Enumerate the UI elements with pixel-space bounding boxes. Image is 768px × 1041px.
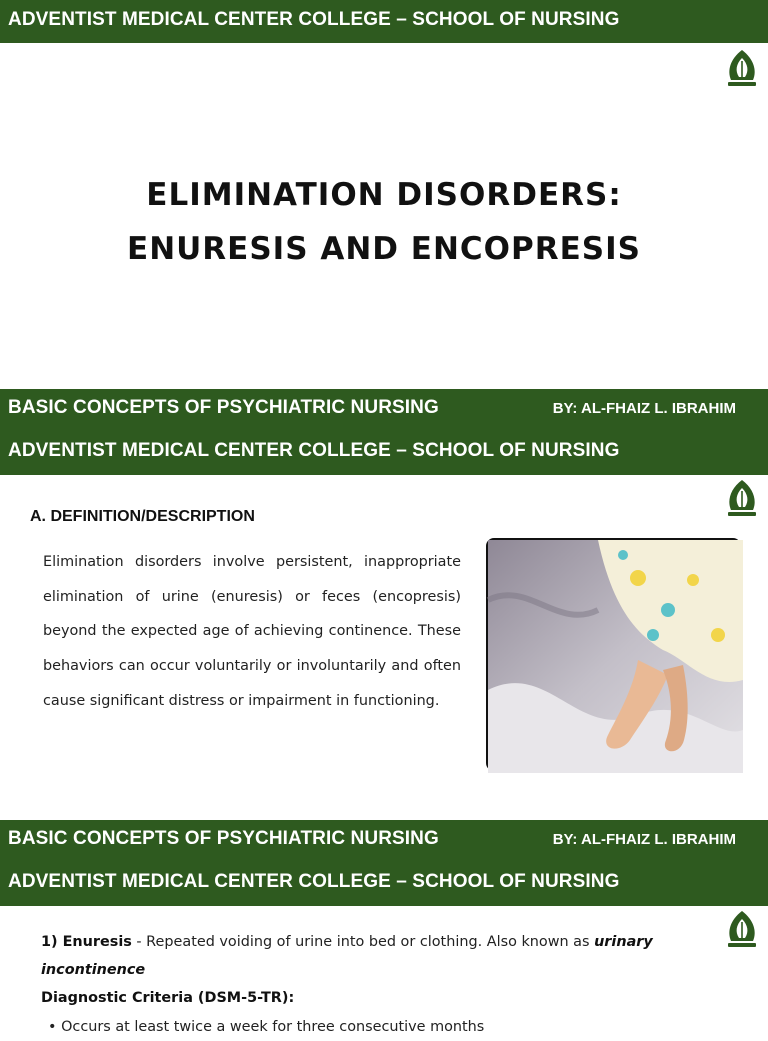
school-name: ADVENTIST MEDICAL CENTER COLLEGE – SCHOOL OF NURSING (8, 440, 620, 461)
leaf-logo-icon (726, 479, 758, 517)
title-line-1: ELIMINATION DISORDERS: (146, 177, 622, 213)
criteria-bullet-text: Occurs at least twice a week for three consecutive months (61, 1019, 485, 1035)
author-name: BY: AL-FHAIZ L. IBRAHIM (552, 831, 736, 848)
enuresis-definition (41, 928, 691, 984)
bedsheet-illustration (488, 540, 743, 773)
header-band (0, 0, 768, 43)
child-feet-photo (486, 538, 741, 771)
author-name: BY: AL-FHAIZ L. IBRAHIM (552, 400, 736, 417)
enuresis-text: - Repeated voiding of urine into bed or clothing. Also known as (131, 934, 595, 950)
enuresis-label: 1) Enuresis (41, 934, 132, 950)
criteria-bullet: • Occurs at least twice a week for three consecutive months (48, 1019, 485, 1035)
school-name: ADVENTIST MEDICAL CENTER COLLEGE – SCHOOL OF NURSING (8, 871, 620, 892)
footer-header-band-2 (0, 820, 768, 906)
enuresis-aka: urinary incontinence (41, 934, 653, 978)
school-name: ADVENTIST MEDICAL CENTER COLLEGE – SCHOOL OF NURSING (8, 9, 620, 30)
definition-paragraph: Elimination disorders involve persistent, inappropriate elimination of urine (enuresis) or feces (encopresis) beyond the expected age of achieving continence. These behaviors can occur voluntarily or involuntarily and often cause significant distress or impairment in functioning. (43, 554, 461, 709)
criteria-heading: Diagnostic Criteria (DSM-5-TR): (41, 990, 295, 1006)
course-name: BASIC CONCEPTS OF PSYCHIATRIC NURSING (8, 828, 439, 849)
leaf-logo-icon (726, 49, 758, 87)
section-heading: A. DEFINITION/DESCRIPTION (30, 508, 255, 525)
leaf-logo-icon (726, 910, 758, 948)
title-line-2: ENURESIS AND ENCOPRESIS (127, 231, 641, 267)
course-name: BASIC CONCEPTS OF PSYCHIATRIC NURSING (8, 397, 439, 418)
footer-header-band-1 (0, 389, 768, 475)
slide-title (0, 168, 768, 276)
